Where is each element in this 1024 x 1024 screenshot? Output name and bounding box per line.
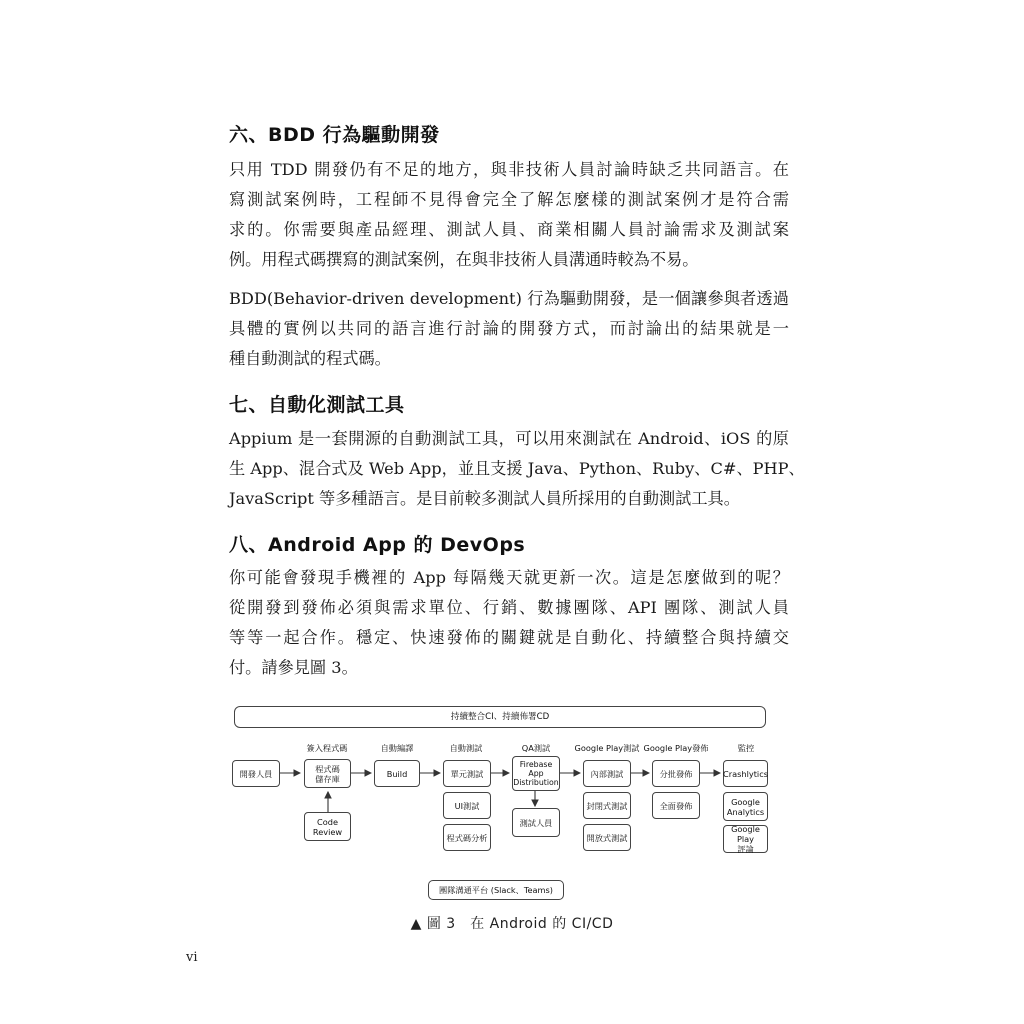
box-google-analytics: Google Analytics — [723, 792, 768, 821]
text-line: Appium 是一套開源的自動測試工具，可以用來測試在 Android、iOS 的原 — [229, 429, 789, 448]
stage-label-auto-test: 自動測試 — [449, 743, 483, 753]
section-heading-automation-tools: 七、自動化測試工具 — [229, 394, 405, 416]
box-developer: 開發人員 — [232, 760, 280, 787]
stage-label-play-test: Google Play測試 — [574, 743, 640, 753]
text-line: 種自動測試的程式碼。 — [229, 349, 391, 368]
text-line: 只用 TDD 開發仍有不足的地方，與非技術人員討論時缺乏共同語言。在 — [229, 160, 789, 179]
text-line: 具體的實例以共同的語言進行討論的開發方式，而討論出的結果就是一 — [229, 319, 789, 338]
box-code-review: Code Review — [304, 812, 351, 841]
box-closed-test: 封閉式測試 — [583, 792, 631, 819]
box-ui-test: UI測試 — [443, 792, 491, 819]
text-line: JavaScript 等多種語言。是目前較多測試人員所採用的自動測試工具。 — [229, 489, 740, 508]
box-repository: 程式碼 儲存庫 — [304, 759, 351, 788]
box-crashlytics: Crashlytics — [723, 760, 768, 787]
text-line: BDD(Behavior-driven development) 行為驅動開發，是一個讓參與者透過 — [229, 289, 789, 308]
box-build: Build — [374, 760, 420, 787]
text-line: 付。請參見圖 3。 — [229, 658, 358, 677]
box-testers: 測試人員 — [512, 808, 560, 837]
text-line: 寫測試案例時，工程師不見得會完全了解怎麼樣的測試案例才是符合需 — [229, 190, 789, 209]
text-line: 生 App、混合式及 Web App，並且支援 Java、Python、Ruby、C#、PHP、 — [229, 459, 805, 478]
stage-label-checkin: 簽入程式碼 — [306, 743, 348, 753]
box-firebase-app-distribution: Firebase App Distribution — [512, 756, 560, 791]
text-line: 求的。你需要與產品經理、測試人員、商業相關人員討論需求及測試案 — [229, 220, 789, 239]
ci-cd-banner: 持續整合CI、持續佈署CD — [234, 706, 766, 728]
box-google-play-reviews: Google Play 評論 — [723, 825, 768, 853]
box-team-collab-platform: 團隊溝通平台 (Slack、Teams) — [428, 880, 564, 900]
text-line: 等等一起合作。穩定、快速發佈的關鍵就是自動化、持續整合與持續交 — [229, 628, 789, 647]
figure-caption: ▲ 圖 3 在 Android 的 CI/CD — [410, 916, 614, 932]
section-heading-bdd: 六、BDD 行為驅動開發 — [229, 124, 440, 146]
box-code-analysis: 程式碼分析 — [443, 824, 491, 851]
box-unit-test: 單元測試 — [443, 760, 491, 787]
box-open-test: 開放式測試 — [583, 824, 631, 851]
text-line: 從開發到發佈必須與需求單位、行銷、數據團隊、API 團隊、測試人員 — [229, 598, 789, 617]
section-heading-devops: 八、Android App 的 DevOps — [229, 534, 526, 556]
text-line: 例。用程式碼撰寫的測試案例，在與非技術人員溝通時較為不易。 — [229, 250, 699, 269]
box-internal-test: 內部測試 — [583, 760, 631, 787]
stage-label-monitor: 監控 — [737, 743, 755, 753]
stage-label-qa: QA測試 — [521, 743, 551, 753]
stage-label-build: 自動編譯 — [380, 743, 414, 753]
stage-label-play-release: Google Play發佈 — [643, 743, 709, 753]
text-line: 你可能會發現手機裡的 App 每隔幾天就更新一次。這是怎麼做到的呢？ — [229, 568, 789, 587]
box-staged-release: 分批發佈 — [652, 760, 700, 787]
box-full-release: 全面發佈 — [652, 792, 700, 819]
page-number: vi — [186, 950, 198, 965]
